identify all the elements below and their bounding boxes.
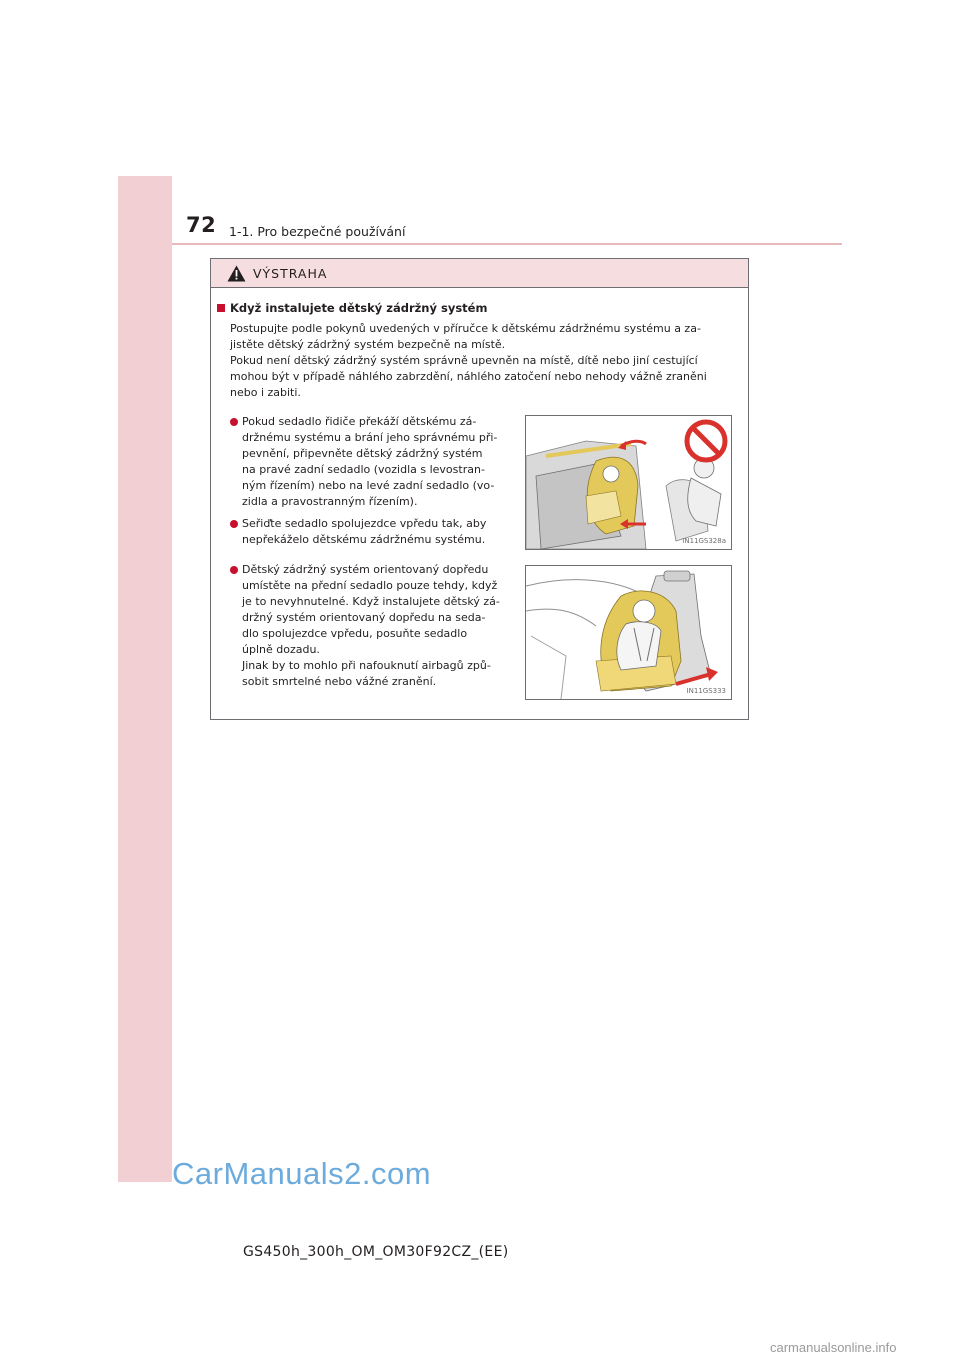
bullet-item: Dětský zádržný systém orientovaný dopředu umístěte na přední sedadlo pouze tehdy, když je to nevyhnutelné. Když instalujete dětský zá- držný systém orientovaný dopředu na seda- dlo spolujezdce vpředu, posuňte sedadlo úplně dozadu. Jinak by to mohlo při nafouknutí airbagů způ- sobit smrtelné nebo vážné zranění. [230,562,517,690]
round-bullet-icon [230,566,238,574]
figure-id: IN11GS333 [686,687,726,695]
warning-triangle-icon [227,265,246,282]
page-number: 72 [186,213,217,237]
watermark-logo: CarManuals2.com [172,1156,432,1191]
intro-line: Pokud není dětský zádržný systém správně upevněn na místě, dítě nebo jiní cestující [230,354,698,367]
intro-line: nebo i zabiti. [230,386,301,399]
subheading-text: Když instalujete dětský zádržný systém [230,301,488,315]
warning-subheading [217,301,487,315]
document-code: GS450h_300h_OM_OM30F92CZ_(EE) [243,1244,509,1260]
round-bullet-icon [230,520,238,528]
warning-header [211,259,748,288]
figure-forward-facing-front-seat [525,565,732,700]
round-bullet-icon [230,418,238,426]
intro-line: mohou být v případě náhlého zabrzdění, náhlého zatočení nebo nehody vážně zraněni [230,370,707,383]
warning-intro [230,321,740,401]
bullet-item: Seřiďte sedadlo spolujezdce vpředu tak, aby nepřekáželo dětskému zádržnému systému. [230,516,517,548]
header-divider [172,243,842,245]
figure-child-seat-behind-driver [525,415,732,550]
section-title: 1-1. Pro bezpečné používání [229,224,406,239]
side-color-band [118,176,172,1182]
bullet-item: Pokud sedadlo řidiče překáží dětskému zá- držnému systému a brání jeho správnému při- pevnění, připevněte dětský zádržný systém na pravé zadní sedadlo (vozidla s levostran- ným řízením) nebo na levé zadní sedadlo (vo- zidla a pravostranným řízením). [230,414,517,510]
prohibited-sign-icon [687,422,725,460]
intro-line: Postupujte podle pokynů uvedených v příručce k dětskému zádržnému systému a za- [230,322,701,335]
warning-box [210,258,749,720]
figure-id: IN11GS328a [682,537,726,545]
warning-label: VÝSTRAHA [253,265,328,281]
footer-site: carmanualsonline.info [770,1340,897,1355]
square-bullet-icon [217,304,225,312]
intro-line: jistěte dětský zádržný systém bezpečně na místě. [230,338,506,351]
